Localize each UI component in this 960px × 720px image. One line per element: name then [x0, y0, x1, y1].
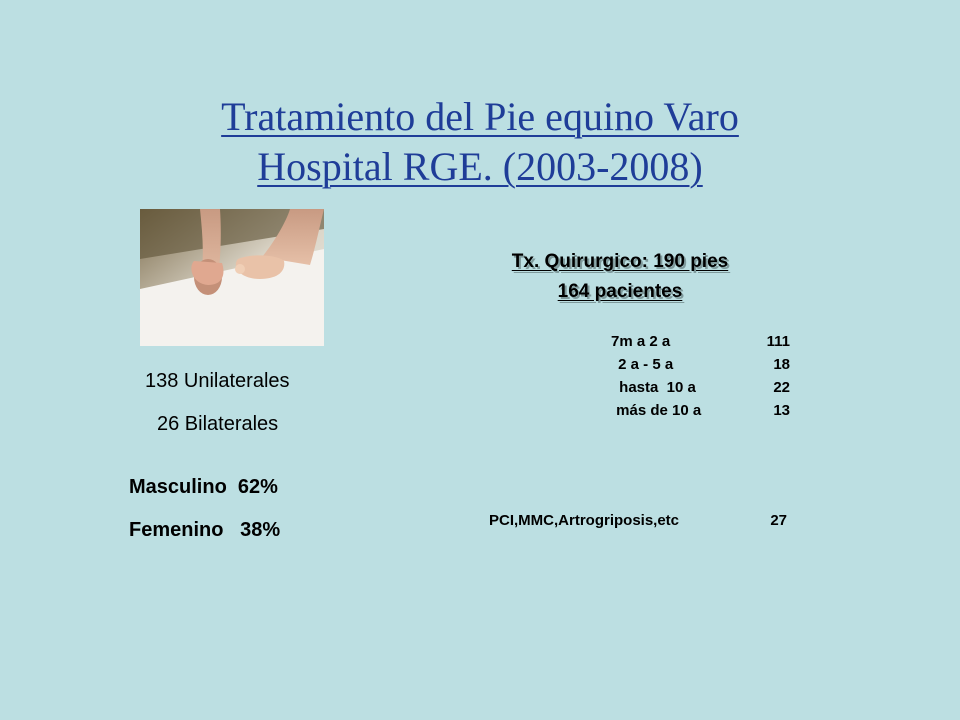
bilateral-count: 26 Bilaterales: [157, 413, 279, 435]
clubfoot-photo-illustration: [140, 209, 324, 346]
unilateral-count: 138 Unilaterales: [145, 370, 290, 392]
age-group-row: [600, 333, 800, 356]
surgical-treatment-heading: Tx. Quirurgico: 190 pies: [511, 251, 729, 272]
title-line-2: Hospital RGE. (2003-2008): [257, 144, 703, 189]
age-group-label: hasta 10 a: [615, 379, 696, 396]
age-group-row: [600, 356, 800, 379]
age-group-row: [600, 402, 800, 425]
age-group-value: 111: [766, 333, 790, 350]
title-line-1: Tratamiento del Pie equino Varo: [221, 94, 739, 139]
male-percentage: Masculino 62%: [129, 476, 278, 498]
other-conditions-row: [489, 512, 789, 529]
other-conditions-label: PCI,MMC,Artrogriposis,etc: [489, 512, 680, 529]
slide-title: [0, 92, 960, 192]
other-conditions-value: 27: [770, 512, 787, 529]
patients-heading: 164 pacientes: [557, 281, 683, 302]
age-group-label: 2 a - 5 a: [614, 356, 674, 373]
clubfoot-photo: [140, 209, 324, 346]
female-percentage: Femenino 38%: [129, 519, 281, 541]
age-group-value: 13: [773, 402, 790, 419]
age-group-label: más de 10 a: [612, 402, 702, 419]
age-group-value: 18: [773, 356, 790, 373]
age-group-value: 22: [773, 379, 790, 396]
age-group-row: [600, 379, 800, 402]
age-group-table: [600, 333, 800, 425]
age-group-label: 7m a 2 a: [611, 333, 671, 350]
